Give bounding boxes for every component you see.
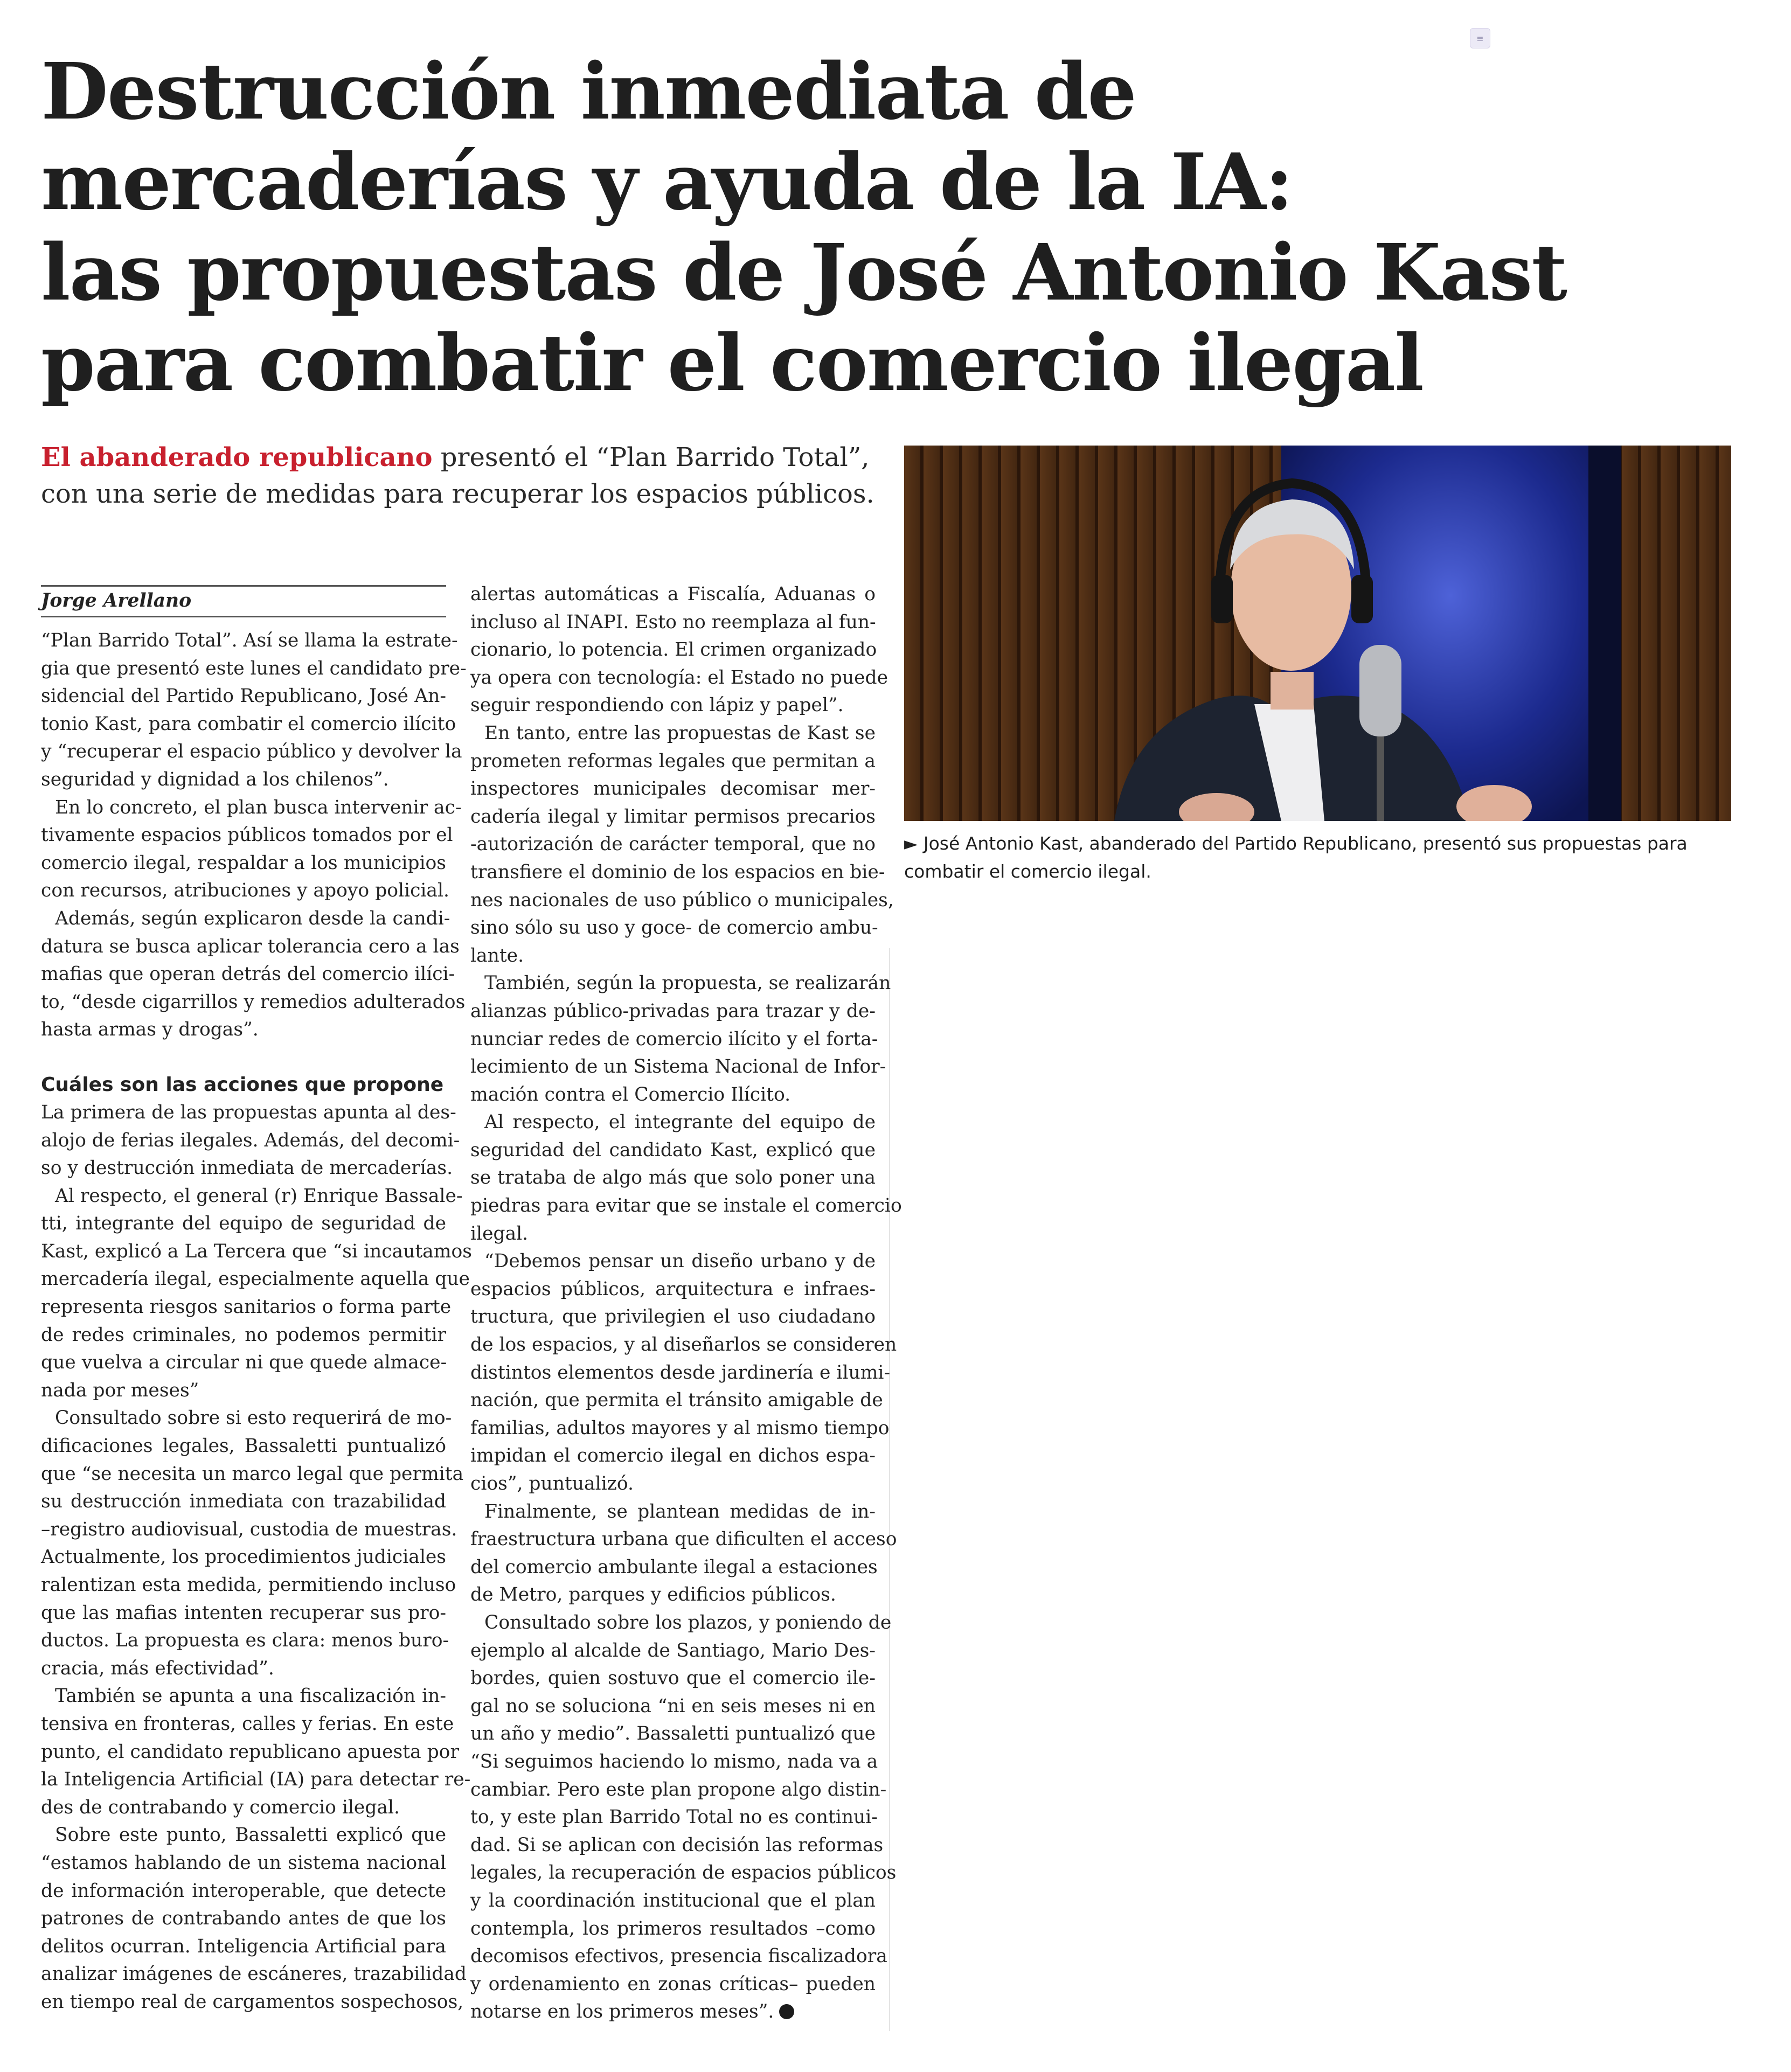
text-line: datura se busca aplicar tolerancia cero a las	[41, 935, 460, 957]
text-line: seguridad y dignidad a los chilenos”.	[41, 768, 389, 790]
text-line: gia que presentó este lunes el candidato pre-	[41, 657, 467, 679]
text-line: alojo de ferias ilegales. Además, del decomi-	[41, 1129, 460, 1151]
text-line: que las mafias intenten recuperar sus pro-	[41, 1602, 446, 1624]
text-line: alertas automáticas a Fiscalía, Aduanas o	[470, 583, 876, 605]
text-line: tivamente espacios públicos tomados por el	[41, 824, 453, 846]
text-line: “Debemos pensar un diseño urbano y de	[484, 1250, 876, 1273]
text-line: to, “desde cigarrillos y remedios adulterados	[41, 991, 466, 1013]
text-line: ralentizan esta medida, permitiendo incluso	[41, 1574, 456, 1596]
text-line: so y destrucción inmediata de mercaderías.	[41, 1157, 453, 1179]
text-line: de información interoperable, que detecte	[41, 1880, 446, 1902]
text-line: piedras para evitar que se instale el comercio	[470, 1195, 902, 1217]
text-line: lante.	[470, 944, 524, 967]
text-line: legales, la recuperación de espacios públicos	[470, 1862, 897, 1884]
headline-line: para combatir el comercio ilegal	[41, 317, 1423, 408]
text-line: “estamos hablando de un sistema nacional	[41, 1852, 446, 1874]
text-line: representa riesgos sanitarios o forma parte	[41, 1296, 452, 1318]
text-line: y la coordinación institucional que el plan	[470, 1889, 876, 1911]
text-line: nación, que permita el tránsito amigable de	[470, 1389, 883, 1412]
text-line: cambiar. Pero este plan propone algo distin-	[470, 1778, 887, 1800]
text-line: dad. Si se aplican con decisión las reformas	[470, 1834, 884, 1856]
text-line: de los espacios, y al diseñarlos se consideren	[470, 1334, 897, 1356]
text-line: analizar imágenes de escáneres, trazabilidad	[41, 1963, 467, 1985]
photo-illustration	[904, 446, 1731, 821]
text-line: ya opera con tecnología: el Estado no puede	[470, 666, 888, 689]
text-line: decomisos efectivos, presencia fiscalizadora	[470, 1945, 887, 1967]
text-line: mercadería ilegal, especialmente aquella que	[41, 1268, 470, 1290]
text-line: que “se necesita un marco legal que permita	[41, 1463, 464, 1485]
text-line: cracia, más efectividad”.	[41, 1657, 274, 1679]
text-line: bordes, quien sostuvo que el comercio ile-	[470, 1667, 876, 1689]
deck-line	[41, 439, 881, 476]
deck	[41, 439, 881, 512]
text-line: espacios públicos, arquitectura e infraes-	[470, 1278, 876, 1300]
text-line: lecimiento de un Sistema Nacional de Infor-	[470, 1056, 886, 1078]
text-line: de Metro, parques y edificios públicos.	[470, 1584, 836, 1606]
text-line: Además, según explicaron desde la candi-	[55, 907, 450, 929]
text-line: con recursos, atribuciones y apoyo policial.	[41, 880, 449, 902]
deck-kicker: El abanderado republicano	[41, 442, 433, 472]
text-line: gal no se soluciona “ni en seis meses ni en	[470, 1695, 876, 1717]
text-line: ductos. La propuesta es clara: menos buro-	[41, 1630, 449, 1652]
text-line	[470, 1998, 876, 2026]
end-mark-icon	[779, 2004, 794, 2019]
headline-line: mercaderías y ayuda de la IA:	[41, 136, 1293, 227]
text-line: En lo concreto, el plan busca intervenir ac-	[55, 796, 462, 818]
text-line: des de contrabando y comercio ilegal.	[41, 1796, 400, 1818]
text-line: incluso al INAPI. Esto no reemplaza al fun-	[470, 611, 876, 633]
text-line: que vuelva a circular ni que quede almace-	[41, 1352, 447, 1374]
text-line: transfiere el dominio de los espacios en bie-	[470, 861, 885, 883]
headline	[41, 46, 1566, 408]
section-subhead: Cuáles son las acciones que propone	[41, 1073, 444, 1096]
text-line: se trataba de algo más que solo poner una	[470, 1167, 876, 1189]
text-line: Kast, explicó a La Tercera que “si incautamos	[41, 1240, 472, 1262]
headline-line: las propuestas de José Antonio Kast	[41, 227, 1566, 318]
text-line: y “recuperar el espacio público y devolver la	[41, 741, 462, 763]
text-line: familias, adultos mayores y al mismo tiempo	[470, 1417, 890, 1439]
text-line: la Inteligencia Artificial (IA) para detectar re-	[41, 1769, 471, 1791]
text-line: Consultado sobre los plazos, y poniendo de	[484, 1611, 892, 1633]
text-line: cionario, lo potencia. El crimen organizado	[470, 639, 877, 661]
text-line: distintos elementos desde jardinería e ilumi-	[470, 1361, 891, 1383]
text-line: en tiempo real de cargamentos sospechosos,	[41, 1991, 464, 2013]
text-line: Al respecto, el general (r) Enrique Bassale-	[55, 1185, 463, 1207]
text-line: ejemplo al alcalde de Santiago, Mario Des-	[470, 1639, 876, 1661]
text-line: tti, integrante del equipo de seguridad de	[41, 1213, 446, 1235]
text-line: del comercio ambulante ilegal a estaciones	[470, 1556, 878, 1578]
text-line: –registro audiovisual, custodia de muestras.	[41, 1518, 457, 1540]
text-line: inspectores municipales decomisar mer-	[470, 778, 876, 800]
text-line: patrones de contrabando antes de que los	[41, 1908, 446, 1930]
text-line: cadería ilegal y limitar permisos precarios	[470, 805, 876, 828]
text-line: nada por meses”	[41, 1379, 199, 1401]
text-line: nunciar redes de comercio ilícito y el forta-	[470, 1028, 878, 1050]
text-line: nes nacionales de uso público o municipales,	[470, 889, 894, 911]
byline: Jorge Arellano	[41, 585, 446, 617]
text-line: impidan el comercio ilegal en dichos espa-	[470, 1445, 876, 1467]
text-line: cios”, puntualizó.	[470, 1473, 634, 1494]
text-line: Consultado sobre si esto requerirá de mo-	[55, 1407, 452, 1429]
deck-line: con una serie de medidas para recuperar los espacios públicos.	[41, 479, 874, 509]
text-line: tensiva en fronteras, calles y ferias. En este	[41, 1713, 454, 1735]
text-line: hasta armas y drogas”.	[41, 1019, 259, 1041]
text-line: Sobre este punto, Bassaletti explicó que	[55, 1824, 446, 1846]
text-line-final: notarse en los primeros meses”.	[470, 2001, 774, 2023]
text-line: punto, el candidato republicano apuesta por	[41, 1741, 459, 1763]
article-photo	[904, 446, 1731, 821]
text-line: seguridad del candidato Kast, explicó que	[470, 1139, 876, 1161]
text-line: contempla, los primeros resultados –como	[470, 1917, 876, 1939]
text-line: mafias que operan detrás del comercio ilíci-	[41, 963, 455, 985]
text-line: La primera de las propuestas apunta al des-	[41, 1101, 456, 1123]
text-line: prometen reformas legales que permitan a	[470, 750, 876, 772]
article-column-1	[41, 585, 472, 2017]
text-line: Al respecto, el integrante del equipo de	[484, 1111, 876, 1134]
text-line: y ordenamiento en zonas críticas– pueden	[470, 1973, 876, 1995]
notes-icon[interactable]: ≡	[1470, 28, 1490, 48]
text-line: -autorización de carácter temporal, que no	[470, 833, 876, 856]
headline-line: Destrucción inmediata de	[41, 46, 1136, 137]
text-line: comercio ilegal, respaldar a los municipios	[41, 852, 446, 874]
text-line: tructura, que privilegien el uso ciudadano	[470, 1306, 876, 1328]
text-line: En tanto, entre las propuestas de Kast se	[484, 722, 876, 744]
text-line: ilegal.	[470, 1222, 529, 1244]
text-line: fraestructura urbana que dificulten el acceso	[470, 1528, 897, 1550]
text-line: “Si seguimos haciendo lo mismo, nada va a	[470, 1750, 878, 1772]
text-line: dificaciones legales, Bassaletti puntualizó	[41, 1435, 446, 1457]
text-line: También, según la propuesta, se realizarán	[484, 972, 891, 995]
text-line: sidencial del Partido Republicano, José An-	[41, 685, 446, 707]
text-line: delitos ocurran. Inteligencia Artificial para	[41, 1935, 446, 1957]
text-line: tonio Kast, para combatir el comercio ilícito	[41, 713, 456, 735]
text-line: mación contra el Comercio Ilícito.	[470, 1083, 791, 1105]
text-line: de redes criminales, no podemos permitir	[41, 1324, 446, 1346]
text-line: su destrucción inmediata con trazabilidad	[41, 1491, 446, 1513]
text-line: un año y medio”. Bassaletti puntualizó que	[470, 1723, 876, 1745]
text-line: sino sólo su uso y goce- de comercio ambu-	[470, 917, 878, 939]
article-column-2	[470, 581, 902, 2026]
text-line: Finalmente, se plantean medidas de in-	[484, 1500, 876, 1522]
text-line: “Plan Barrido Total”. Así se llama la estrate-	[41, 630, 458, 651]
text-line: También se apunta a una fiscalización in-	[55, 1685, 446, 1707]
deck-text: presentó el “Plan Barrido Total”,	[432, 442, 870, 472]
text-line: to, y este plan Barrido Total no es continui-	[470, 1806, 878, 1828]
photo-caption	[904, 830, 1745, 886]
text-line: seguir respondiendo con lápiz y papel”.	[470, 694, 844, 717]
caption-line: ► José Antonio Kast, abanderado del Partido Republicano, presentó sus propuestas para	[904, 833, 1688, 854]
text-line: Actualmente, los procedimientos judiciales	[41, 1546, 446, 1568]
caption-line: combatir el comercio ilegal.	[904, 861, 1151, 882]
text-line: alianzas público-privadas para trazar y de-	[470, 1000, 876, 1022]
